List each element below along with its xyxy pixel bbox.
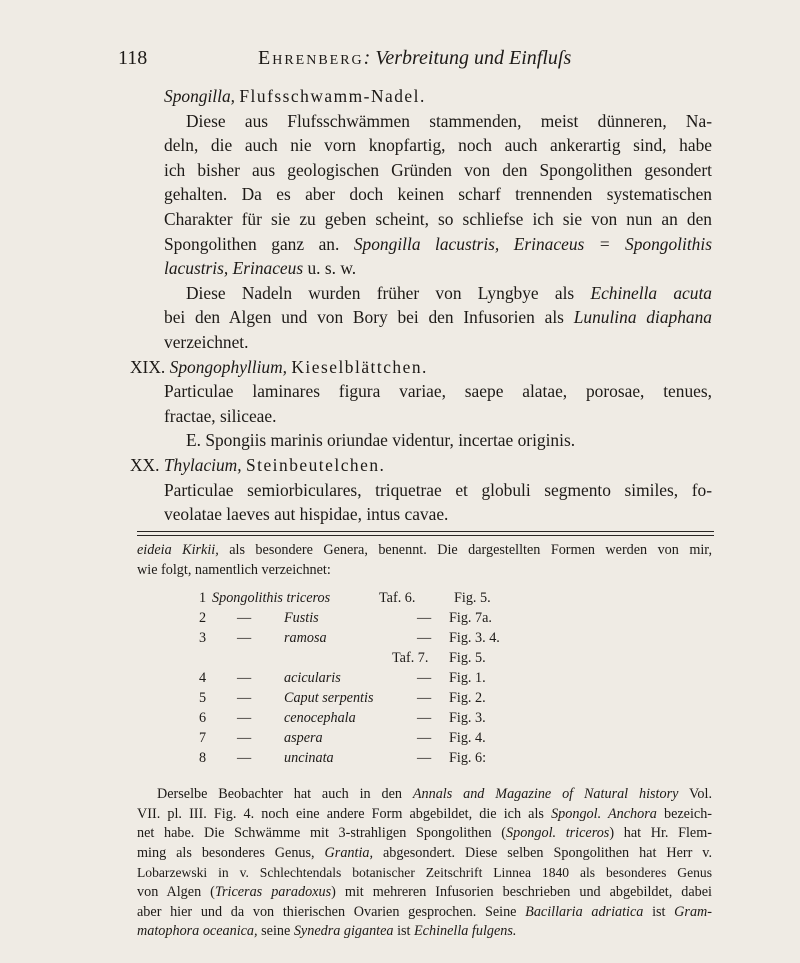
text-line: wie folgt, namentlich verzeichnet: — [137, 561, 331, 578]
list-item: 4 — acicularis — Fig. 1. — [199, 670, 486, 686]
main-text — [130, 84, 713, 527]
text-line: VII. pl. III. Fig. 4. noch eine andere Form abgebildet, die ich als Spongol. Anchora bezeich- — [137, 805, 713, 822]
author-name: Ehrenberg — [258, 47, 364, 69]
divider — [137, 531, 714, 532]
footnote-text — [137, 541, 712, 580]
text-line: Charakter für sie zu geben scheint, so schliefse ich sie von nun an den — [164, 208, 712, 229]
text-line: deln, die auch nie vorn knopfartig, noch auch ankerartig sind, habe — [164, 135, 712, 156]
list-item: 5 — Caput serpentis — Fig. 2. — [199, 690, 486, 706]
common-name: Flufsschwamm-Nadel. — [239, 86, 426, 106]
book-page: 118 Ehrenberg: Verbreitung und Einfluſs Spongilla, Flufsschwamm-Nadel. Diese aus Flufsschwämmen stammenden, meist dünneren, Na- deln, die auch nie vorn knopfartig, noch auch ankerartig sind, habe ich bisher aus geologischen Gründen von den Spongolithen gesondert gehalten. Da es aber doch keinen scharf trennenden systematischen Charakter für sie zu geben scheint, so schliefse ich sie von nun an den Spongolithen ganz an. Spongilla lacustris, Erinaceus = Spongolithis lacustris, Erinaceus u. s. w. Diese Nadeln wurden früher von Lyngbye als Echinella acuta bei den Algen und von Bory bei den Infusorien als Lunulina diaphana verzeichnet. XIX. Spongophyllium, Kieselblättchen. Particulae laminares figura variae, saepe alatae, porosae, tenues, fractae, siliceae. E. Spongiis marinis oriundae videntur, incertae originis. XX. Thylacium, Steinbeutelchen. Particulae semiorbiculares, triquetrae et globuli segmento similes, fo- veolatae laeves aut hispidae, intus cavae. eideia Kirkii, als besondere Genera, benennt. Die dargestellten Formen werden von mir, wie folgt, namentlich verzeichnet: 1 Spongolithis triceros Taf. 6. Fig. 5. 2 — Fustis — Fig. 7a. 3 — ramosa — Fig. 3. 4. Taf. 7. Fig. 5. 4 — acicularis — Fig. 1. 5 — Caput serpentis — Fig. 2. 6 — cenocephala — Fig. 3. 7 — aspera — Fig. 4. 8 — uncinata — Fig. 6: Derselbe Beobachter hat auch in den Annals and Magazine of Natural history Vol. VII. pl. III. Fig. 4. noch eine andere Form abgebildet, die ich als Spongol. Anchora bezeich- net habe. Die Schwämme mit 3-strahligen Spongolithen (Spongol. triceros) hat Hr. Flem- ming als besonderes Genus, Grantia, abgesondert. Diese selben Spongolithen hat Herr v. Lobarzewski in v. Schlechtendals botanischer Zeitschrift Linnea 1840 als besonderes Genus von Algen (Triceras paradoxus) mit mehreren Infusorien beschrieben und abgebildet, dabei aber hier und da von thierischen Ovarien gesprochen. Seine Bacillaria adriatica ist Gram- matophora oceanica, seine Synedra gigantea ist Echinella fulgens. — [0, 0, 800, 963]
text-line: Particulae semiorbiculares, triquetrae et globuli segmento similes, fo- — [164, 479, 712, 500]
list-item: 7 — aspera — Fig. 4. — [199, 730, 486, 746]
text-line: von Algen (Triceras paradoxus) mit mehreren Infusorien beschrieben und abgebildet, dabei — [137, 883, 712, 900]
page-header — [118, 47, 706, 77]
text-line: Derselbe Beobachter hat auch in den Annals and Magazine of Natural history Vol. — [157, 786, 713, 802]
page-number: 118 — [118, 47, 148, 69]
divider — [137, 535, 714, 536]
text-line: veolatae laeves aut hispidae, intus cavae. — [164, 504, 449, 525]
text-line: lacustris, Erinaceus u. s. w. — [164, 258, 357, 279]
text-line: fractae, siliceae. — [164, 405, 277, 426]
text-line: Lobarzewski in v. Schlechtendals botanischer Zeitschrift Linnea 1840 als besonderes Genus — [137, 865, 712, 881]
text-line: ich bisher aus geologischen Gründen von den Spongolithen gesondert — [164, 159, 712, 180]
text-line: ming als besonderes Genus, Grantia, abgesondert. Diese selben Spongolithen hat Herr v. — [137, 844, 713, 861]
list-item: 8 — uncinata — Fig. 6: — [199, 750, 487, 766]
text-line: matophora oceanica, seine Synedra gigantea ist Echinella fulgens. — [137, 923, 517, 940]
text-line: bei den Algen und von Bory bei den Infusorien als Lunulina diaphana — [164, 307, 713, 328]
running-title — [258, 47, 571, 70]
text-line: Diese aus Flufsschwämmen stammenden, meist dünneren, Na- — [186, 110, 712, 131]
text-line: verzeichnet. — [164, 331, 249, 352]
list-item: Taf. 7. Fig. 5. — [392, 650, 486, 666]
text-line: aber hier und da von thierischen Ovarien gesprochen. Seine Bacillaria adriatica ist Gram- — [137, 903, 713, 920]
section-heading: XX. Thylacium, Steinbeutelchen. — [130, 454, 386, 475]
text-line — [164, 84, 712, 109]
title-text: : Verbreitung und Einfluſs — [363, 47, 572, 69]
text-line: eideia Kirkii, als besondere Genera, benennt. Die dargestellten Formen werden von mir, — [137, 542, 712, 558]
footnote-paragraph — [137, 785, 712, 942]
text-line: E. Spongiis marinis oriundae videntur, incertae originis. — [186, 430, 576, 451]
list-item: 6 — cenocephala — Fig. 3. — [199, 710, 486, 726]
text-line: Particulae laminares figura variae, saepe alatae, porosae, tenues, — [164, 381, 712, 402]
list-item: 3 — ramosa — Fig. 3. 4. — [199, 630, 500, 646]
genus-name: Spongilla, — [164, 86, 236, 106]
text-line: Diese Nadeln wurden früher von Lyngbye als Echinella acuta — [186, 282, 712, 303]
text-line: gehalten. Da es aber doch keinen scharf trennenden systematischen — [164, 184, 712, 205]
section-heading: XIX. Spongophyllium, Kieselblättchen. — [130, 356, 428, 377]
text-line: net habe. Die Schwämme mit 3-strahligen Spongolithen (Spongol. triceros) hat Hr. Flem- — [137, 825, 712, 842]
list-item: 2 — Fustis — Fig. 7a. — [199, 610, 492, 626]
text-line: Spongolithen ganz an. Spongilla lacustris, Erinaceus = Spongolithis — [164, 233, 712, 254]
